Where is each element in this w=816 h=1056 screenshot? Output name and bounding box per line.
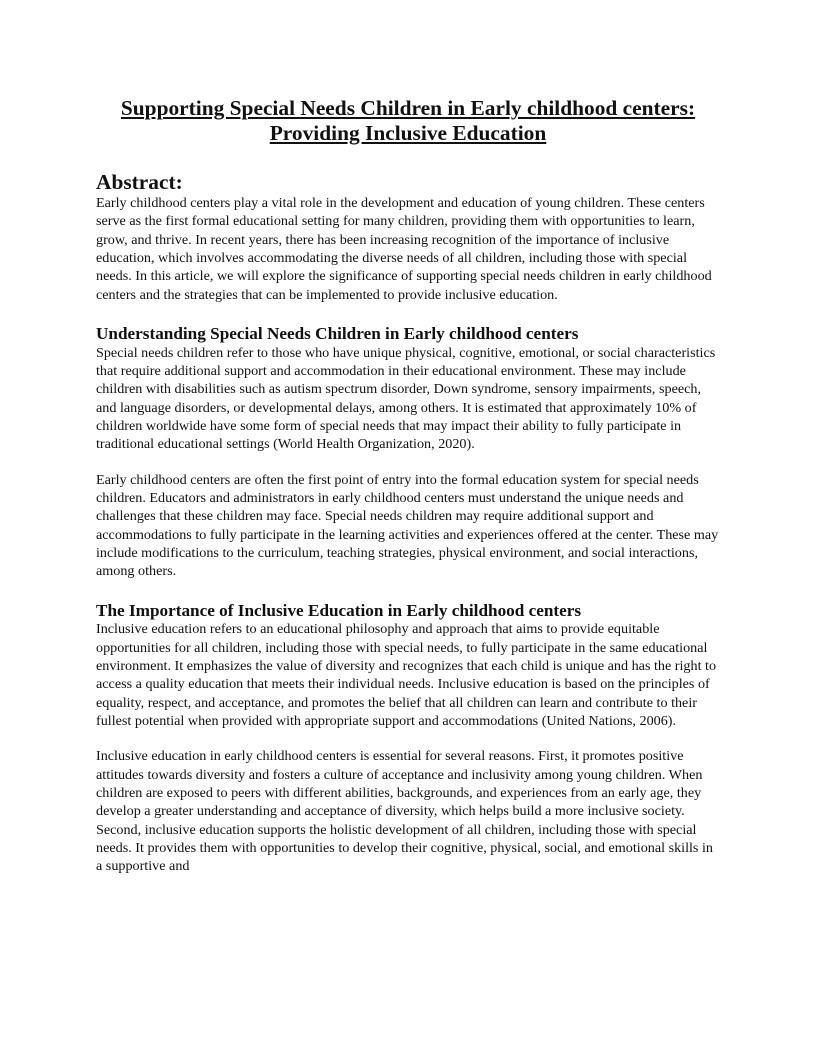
title-line-2: Providing Inclusive Education bbox=[269, 120, 547, 145]
abstract-heading: Abstract: bbox=[96, 170, 183, 194]
paragraph-gap bbox=[96, 730, 720, 747]
section-heading-importance: The Importance of Inclusive Education in Early childhood centers bbox=[96, 600, 582, 620]
paragraph-gap bbox=[96, 454, 720, 471]
paragraph-importance-1: Inclusive education refers to an educational philosophy and approach that aims to provide equitable opportunities for all children, including those with special needs, to fully participate in the same educational environment. It emphasizes the value of diversity and recognizes that each child is unique and has the right to access a quality education that meets their individual needs. Inclusive education is based on the principles of equality, respect, and acceptance, and promotes the belief that all children can learn and contribute to their fullest potential when provided with appropriate support and accommodations (United Nations, 2006). bbox=[96, 621, 717, 729]
paragraph-understanding-1: Special needs children refer to those who have unique physical, cognitive, emotional, or social characteristics that require additional support and accommodation in their educational environment. These may include children with disabilities such as autism spectrum disorder, Down syndrome, sensory impairments, speech, and language disorders, or developmental delays, among others. It is estimated that approximately 10% of children worldwide have some form of special needs that may impact their ability to fully participate in traditional educational settings (World Health Organization, 2020). bbox=[96, 344, 716, 453]
paragraph-understanding-2: Early childhood centers are often the first point of entry into the formal education system for special needs children. Educators and administrators in early childhood centers must understand the unique needs and challenges that these children may face. Special needs children may require additional support and accommodations to fully participate in the learning activities and experiences offered at the center. These may include modifications to the curriculum, teaching strategies, physical environment, and social interactions, among others. bbox=[96, 471, 719, 580]
document-title bbox=[96, 96, 720, 145]
abstract-text: Early childhood centers play a vital role in the development and education of young children. These centers serve as the first formal educational setting for many children, providing them with opportunities to learn, grow, and thrive. In recent years, there has been increasing recognition of the importance of inclusive education, which involves accommodating the diverse needs of all children, including those with special needs. In this article, we will explore the significance of supporting special needs children in early childhood centers and the strategies that can be implemented to provide inclusive education. bbox=[96, 195, 712, 303]
paragraph-importance-2: Inclusive education in early childhood centers is essential for several reasons. First, it promotes positive attitudes towards diversity and fosters a culture of acceptance and inclusivity among young children. When children are exposed to peers with different abilities, backgrounds, and experiences from an early age, they develop a greater understanding and acceptance of diversity, which helps build a more inclusive society. Second, inclusive education supports the holistic development of all children, including those with special needs. It provides them with opportunities to develop their cognitive, physical, social, and emotional skills in a supportive and bbox=[96, 748, 713, 875]
section-heading-understanding: Understanding Special Needs Children in Early childhood centers bbox=[96, 324, 579, 344]
title-line-1: Supporting Special Needs Children in Early childhood centers: bbox=[120, 96, 696, 120]
document-page bbox=[96, 96, 720, 876]
